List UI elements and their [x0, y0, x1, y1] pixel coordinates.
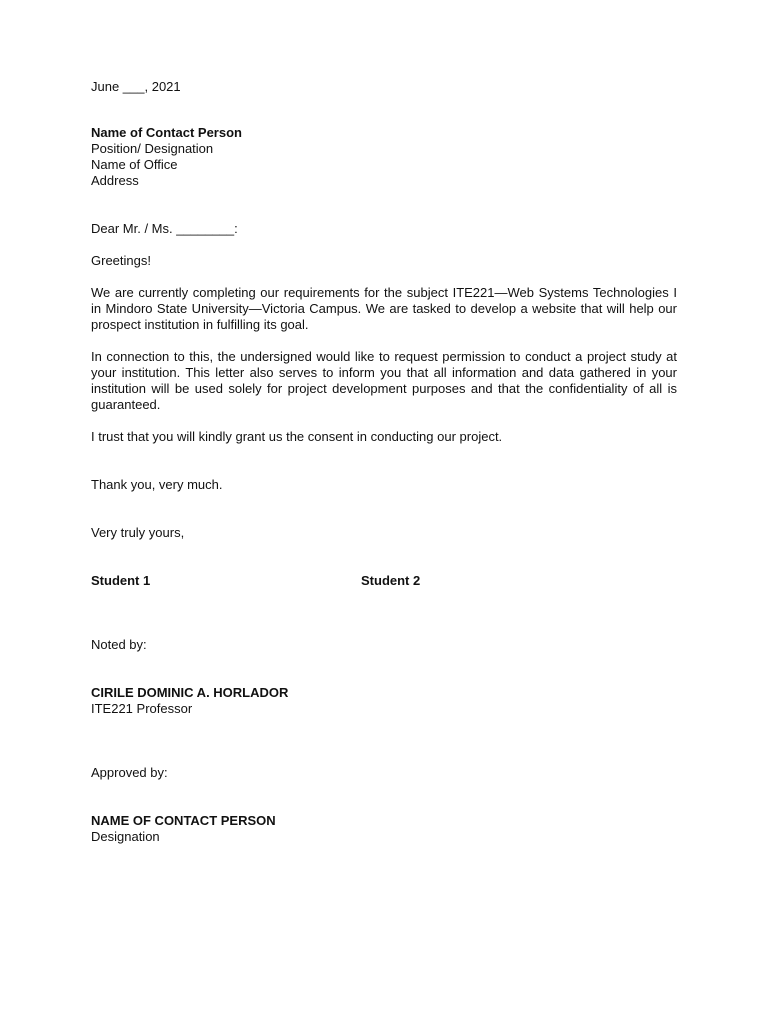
approved-by-name: NAME OF CONTACT PERSON: [91, 813, 276, 828]
noted-by-label: Noted by:: [91, 637, 147, 652]
recipient-name: Name of Contact Person: [91, 125, 242, 140]
student-2-signature: Student 2: [361, 573, 421, 588]
body-paragraph-2: In connection to this, the undersigned would like to request permission to conduct a project study at your institution. This letter also serves to inform you that all information and data gathered in your institution will be used solely for project development purposes and that the confidentiality of all is guaranteed.: [91, 349, 677, 412]
noted-by-title: ITE221 Professor: [91, 701, 193, 716]
body-paragraph-1: We are currently completing our requirements for the subject ITE221—Web Systems Technologies I in Mindoro State University—Victoria Campus. We are tasked to develop a website that will help our prospect institution in fulfilling its goal.: [91, 285, 677, 332]
approved-by-title: Designation: [91, 829, 160, 844]
salutation: Dear Mr. / Ms. ________:: [91, 221, 238, 236]
student-1-signature: Student 1: [91, 573, 151, 588]
recipient-office: Name of Office: [91, 157, 178, 172]
approved-by-label: Approved by:: [91, 765, 168, 780]
noted-by-name: CIRILE DOMINIC A. HORLADOR: [91, 685, 289, 700]
greeting: Greetings!: [91, 253, 151, 268]
recipient-position: Position/ Designation: [91, 141, 214, 156]
letter-date: June ___, 2021: [91, 79, 181, 94]
closing-line: Very truly yours,: [91, 525, 185, 540]
recipient-address: Address: [91, 173, 139, 188]
thanks-line: Thank you, very much.: [91, 477, 223, 492]
body-paragraph-3: I trust that you will kindly grant us the consent in conducting our project.: [91, 429, 503, 444]
